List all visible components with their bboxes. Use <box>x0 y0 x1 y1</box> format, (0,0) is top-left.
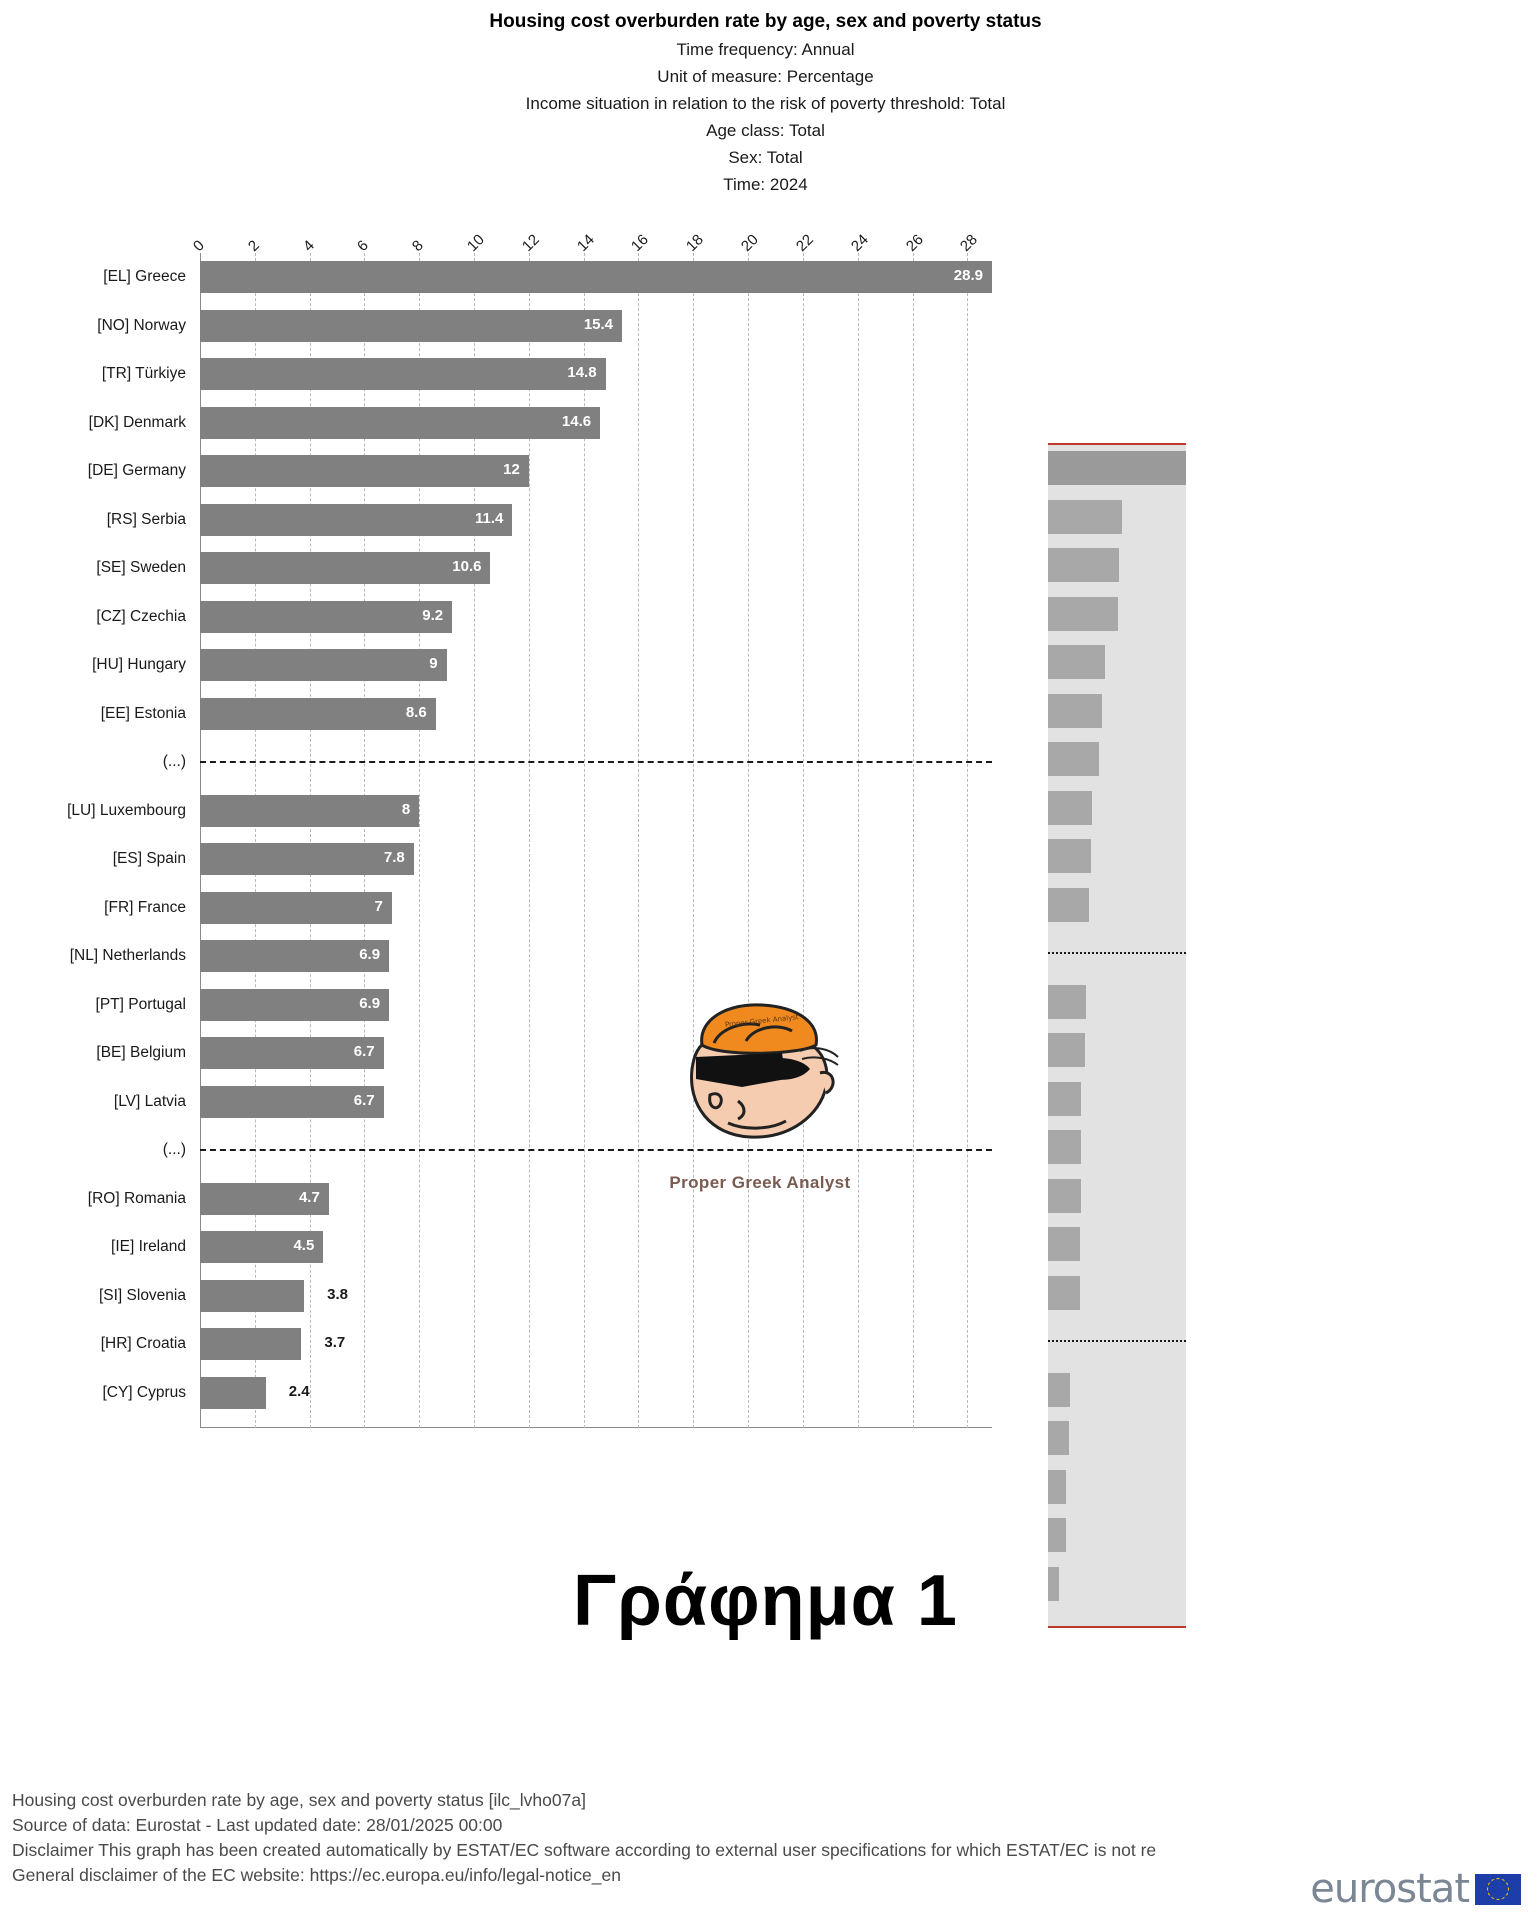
bar-value-label: 9 <box>429 655 438 672</box>
axis-break-row <box>0 738 992 787</box>
category-label: [PT] Portugal <box>95 995 186 1013</box>
bar-chart <box>0 190 1531 1440</box>
header-unit-of-measure: Unit of measure: Percentage <box>657 67 874 86</box>
header-age-class: Age class: Total <box>706 121 825 140</box>
category-label: [TR] Türkiye <box>101 365 186 382</box>
bar-row[interactable] <box>200 787 992 836</box>
overview-bar <box>1048 1082 1081 1116</box>
bar-value-label: 7.8 <box>383 849 405 866</box>
bar-row[interactable] <box>200 835 992 884</box>
bar-row[interactable] <box>200 496 992 545</box>
bar[interactable] <box>200 504 512 536</box>
x-tick-label: 16 <box>628 231 653 255</box>
bar-row[interactable] <box>200 302 992 351</box>
bar-row[interactable] <box>200 884 992 933</box>
category-label: [EL] Greece <box>103 268 186 285</box>
bar-value-label: 15.4 <box>583 315 614 333</box>
footer-general-disclaimer: General disclaimer of the EC website: https://ec.europa.eu/info/legal-notice_en <box>12 1865 621 1885</box>
bar-row[interactable] <box>200 690 992 739</box>
category-label: [DE] Germany <box>87 462 186 479</box>
bar[interactable] <box>200 261 992 293</box>
category-label: [HR] Croatia <box>100 1335 186 1352</box>
bar[interactable] <box>200 407 600 439</box>
bar-value-label: 8.6 <box>405 703 427 721</box>
bar-value-label: 6.9 <box>359 946 381 963</box>
overview-bar <box>1048 888 1089 922</box>
x-tick-label: 14 <box>573 231 598 255</box>
bar[interactable] <box>200 649 447 681</box>
plot-area <box>200 253 992 1428</box>
bar-value-label: 11.4 <box>475 509 504 527</box>
overview-bar <box>1048 1130 1081 1164</box>
footer <box>12 1788 1512 1888</box>
category-label: [BE] Belgium <box>96 1044 186 1061</box>
category-label: [CZ] Czechia <box>96 607 186 625</box>
x-tick-label: 10 <box>464 231 488 255</box>
bar-value-label: 28.9 <box>953 267 983 284</box>
bar[interactable] <box>200 552 490 584</box>
bar-row[interactable] <box>200 544 992 593</box>
category-label: [NO] Norway <box>97 316 186 334</box>
x-tick-label: 0 <box>189 237 208 255</box>
bar-row[interactable] <box>200 593 992 642</box>
overview-bar <box>1048 791 1092 825</box>
overview-bar <box>1048 1033 1085 1067</box>
bar-value-label: 6.7 <box>353 1091 375 1109</box>
bar[interactable] <box>200 601 452 633</box>
eurostat-logo <box>1310 1866 1521 1912</box>
watermark <box>650 995 870 1210</box>
bar-value-label: 8 <box>401 800 411 818</box>
bar-value-label: 4.5 <box>293 1237 315 1254</box>
bar-value-label: 3.7 <box>324 1334 346 1351</box>
x-tick-label: 24 <box>847 231 872 255</box>
bar-value-label: 6.7 <box>353 1043 375 1060</box>
figure-caption: Γράφημα 1 <box>573 1561 958 1641</box>
category-label: [SE] Sweden <box>96 559 186 576</box>
bar-value-label: 14.6 <box>561 412 592 430</box>
overview-bar <box>1048 645 1105 679</box>
x-tick-label: 6 <box>354 237 373 255</box>
x-tick-label: 4 <box>299 237 318 255</box>
overview-bar <box>1048 548 1119 582</box>
category-label: [DK] Denmark <box>88 413 186 431</box>
bar-row[interactable] <box>200 932 992 981</box>
overview-bar <box>1048 1373 1070 1407</box>
overview-bar <box>1048 1227 1080 1261</box>
eu-flag-icon <box>1475 1874 1521 1905</box>
category-label: [NL] Netherlands <box>69 947 186 964</box>
header-time-frequency: Time frequency: Annual <box>676 40 855 59</box>
x-tick-label: 26 <box>902 231 927 255</box>
bar-value-label: 9.2 <box>422 606 444 624</box>
overview-bar <box>1048 742 1099 776</box>
bar-row[interactable] <box>200 1175 992 1224</box>
footer-disclaimer: Disclaimer This graph has been created automatically by ESTAT/EC software according to external user specifications for which ESTAT/EC is not re <box>12 1840 1157 1860</box>
bar-value-label: 6.9 <box>359 994 381 1012</box>
bar[interactable] <box>200 455 529 487</box>
axis-break-label: (...) <box>162 753 186 770</box>
overview-bar <box>1048 839 1091 873</box>
bar-row[interactable] <box>200 1369 992 1418</box>
overview-bar <box>1048 694 1102 728</box>
x-tick-label: 20 <box>738 231 762 255</box>
category-label: [HU] Hungary <box>92 656 186 673</box>
header-income-situation: Income situation in relation to the risk of poverty threshold: Total <box>525 94 1006 113</box>
bar-value-label: 2.4 <box>288 1382 310 1400</box>
axis-break-line <box>200 1149 992 1151</box>
bar-value-label: 3.8 <box>327 1285 348 1303</box>
bar[interactable] <box>200 358 606 390</box>
bar-row[interactable] <box>200 447 992 496</box>
overview-bar <box>1048 1470 1066 1504</box>
category-label: [IE] Ireland <box>111 1238 186 1255</box>
x-axis-line <box>200 1427 992 1428</box>
overview-bar <box>1048 597 1118 631</box>
overview-bar <box>1048 985 1086 1019</box>
bar-value-label: 4.7 <box>298 1188 320 1206</box>
x-tick-label: 18 <box>683 231 708 255</box>
category-label: [RO] Romania <box>87 1189 186 1207</box>
bar[interactable] <box>200 892 392 924</box>
eurostat-wordmark: eurostat <box>1310 1866 1469 1912</box>
bar[interactable] <box>200 698 436 730</box>
category-label: [FR] France <box>104 898 186 916</box>
bar[interactable] <box>200 310 622 342</box>
category-label: [RS] Serbia <box>106 510 186 528</box>
bar-row[interactable] <box>200 1320 992 1369</box>
overview-panel[interactable] <box>1048 443 1186 1628</box>
overview-bar <box>1048 1276 1080 1310</box>
header-sex: Sex: Total <box>728 148 803 167</box>
overview-bar <box>1048 1421 1069 1455</box>
svg-text:Proper Greek Analyst: Proper Greek Analyst <box>724 1013 800 1029</box>
page-title: Housing cost overburden rate by age, sex and poverty status <box>489 11 1042 32</box>
bar[interactable] <box>200 843 414 875</box>
x-tick-label: 2 <box>244 237 263 255</box>
footer-source: Source of data: Eurostat - Last updated date: 28/01/2025 00:00 <box>12 1815 503 1835</box>
overview-break-line <box>1048 1340 1186 1342</box>
bar-row[interactable] <box>200 399 992 448</box>
overview-break-line <box>1048 952 1186 954</box>
footer-dataset: Housing cost overburden rate by age, sex and poverty status [ilc_lvho07a] <box>12 1790 586 1810</box>
bar-value-label: 14.8 <box>567 364 597 381</box>
bar[interactable] <box>200 1328 301 1360</box>
bar-row[interactable] <box>200 981 992 1030</box>
bar[interactable] <box>200 795 419 827</box>
overview-bar <box>1048 1179 1081 1213</box>
cartoon-face-icon <box>650 995 870 1170</box>
axis-break-label: (...) <box>162 1141 186 1158</box>
bar-value-label: 12 <box>503 461 520 478</box>
category-label: [SI] Slovenia <box>98 1286 186 1304</box>
bar-row[interactable] <box>200 1223 992 1272</box>
bar-row[interactable] <box>200 1029 992 1078</box>
bar-row[interactable] <box>200 1078 992 1127</box>
category-label: [ES] Spain <box>112 850 186 867</box>
header-time: Time: 2024 <box>723 175 808 194</box>
chart-header <box>0 8 1531 198</box>
x-axis-ticks <box>0 190 1531 255</box>
x-tick-label: 28 <box>957 231 982 255</box>
bar-value-label: 10.6 <box>452 558 482 575</box>
watermark-label: Proper Greek Analyst <box>669 1173 851 1192</box>
x-tick-label: 22 <box>792 231 817 255</box>
bar-row[interactable] <box>200 350 992 399</box>
bar-row[interactable] <box>200 641 992 690</box>
bar-row[interactable] <box>200 1272 992 1321</box>
bar[interactable] <box>200 1280 304 1312</box>
bar-row[interactable] <box>200 253 992 302</box>
category-label: [CY] Cyprus <box>102 1383 186 1401</box>
overview-bar <box>1048 500 1122 534</box>
x-tick-label: 8 <box>409 237 428 255</box>
overview-bar <box>1048 451 1186 485</box>
bar-value-label: 7 <box>374 897 383 915</box>
x-tick-label: 12 <box>518 231 543 255</box>
bar[interactable] <box>200 1377 266 1409</box>
axis-break-line <box>200 761 992 763</box>
category-label: [LU] Luxembourg <box>67 801 186 819</box>
category-label: [EE] Estonia <box>100 704 186 722</box>
overview-bar <box>1048 1518 1066 1552</box>
category-label: [LV] Latvia <box>113 1092 186 1110</box>
